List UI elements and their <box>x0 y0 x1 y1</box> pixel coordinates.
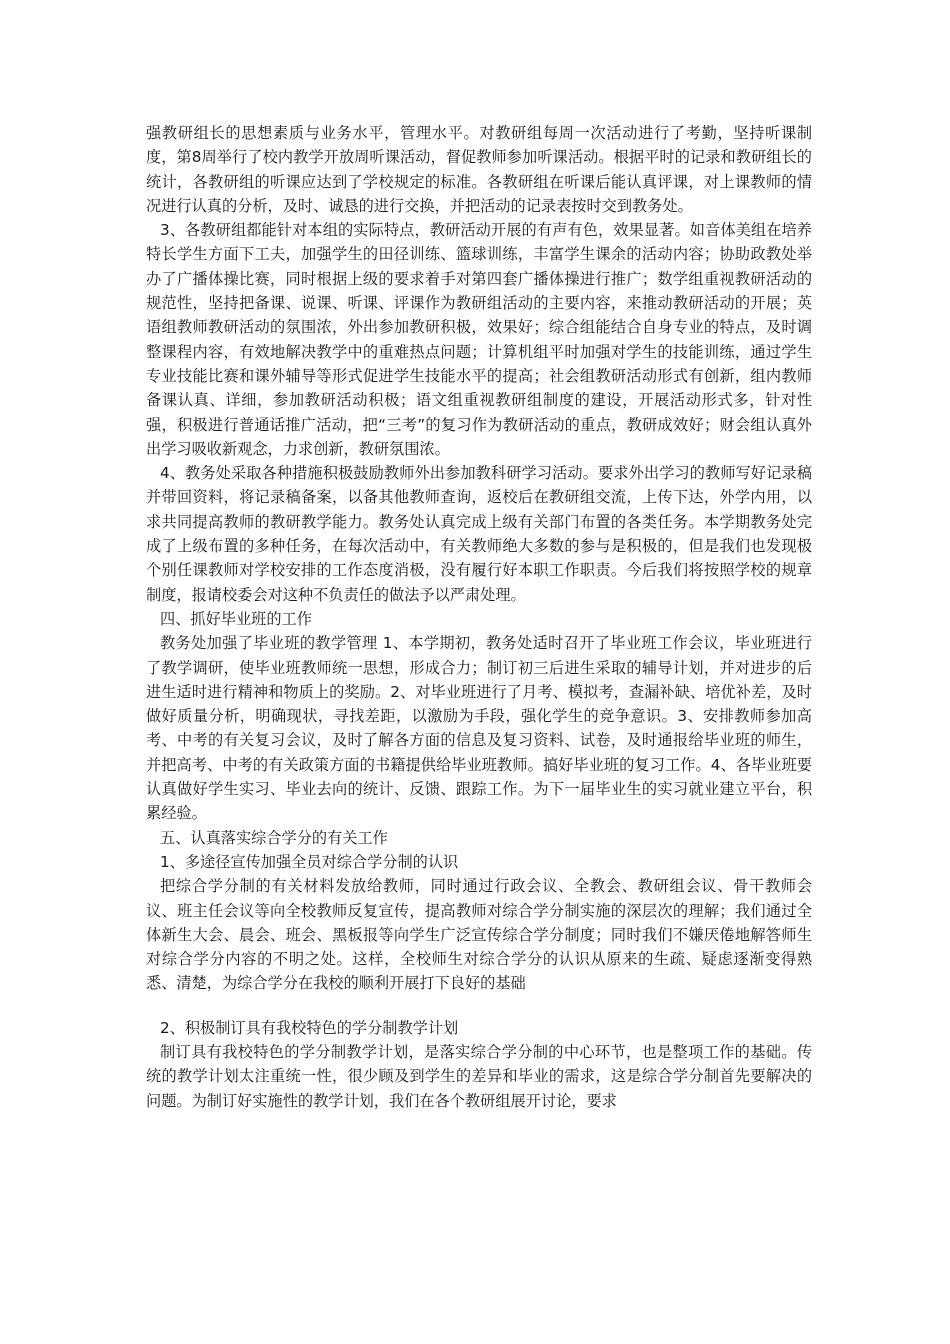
section-heading-comprehensive-credits: 五、认真落实综合学分的有关工作 <box>160 828 388 847</box>
document-body <box>146 121 812 1113</box>
subheading-credit-system-awareness: 1、多途径宣传加强全员对综合学分制的认识 <box>160 852 459 871</box>
subheading-credit-teaching-plan: 2、积极制订具有我校特色的学分制教学计划 <box>160 1018 459 1037</box>
paragraph-credit-system-promotion: 把综合学分制的有关材料发放给教师，同时通过行政会议、全教会、教研组会议、骨干教师会议、班主任会议等向全校教师反复宣传，提高教师对综合学分制实施的深层次的理解；我们通过全体新生大会、晨会、班会、黑板报等向学生广泛宣传综合学分制度；同时我们不嫌厌倦地解答师生对综合学分内容的不明之处。这样，全校师生对综合学分的认识从原来的生疏、疑虑逐渐变得熟悉、清楚，为综合学分在我校的顺利开展打下良好的基础 <box>146 877 812 993</box>
paragraph-research-group-activities: 3、各教研组都能针对本组的实际特点，教研活动开展的有声有色，效果显著。如音体美组在培养特长学生方面下工夫，加强学生的田径训练、篮球训练，丰富学生课余的活动内容；协助政教处举办了广播体操比赛，同时根据上级的要求着手对第四套广播体操进行推广；数学组重视教研活动的规范性，坚持把备课、说课、听课、评课作为教研组活动的主要内容，来推动教研活动的开展；英语组教师教研活动的氛围浓，外出参加教研积极，效果好；综合组能结合自身专业的特点，及时调整课程内容，有效地解决教学中的重难热点问题；计算机组平时加强对学生的技能训练，通过学生专业技能比赛和课外辅导等形式促进学生技能水平的提高；社会组教研活动形式有创新，组内教师备课认真、详细，参加教研活动积极；语文组重视教研组制度的建设，开展活动形式多，针对性强，积极进行普通话推广活动，把“三考”的复习作为教研活动的重点，教研成效好；财会组认真外出学习吸收新观念，力求创新，教研氛围浓。 <box>146 221 812 458</box>
paragraph-credit-teaching-plan: 制订具有我校特色的学分制教学计划，是落实综合学分制的中心环节，也是整项工作的基础。传统的教学计划太注重统一性，很少顾及到学生的差异和毕业的需求，这是综合学分制首先要解决的问题。为制订好实施性的教学计划，我们在各个教研组展开讨论，要求 <box>146 1042 812 1110</box>
paragraph-graduating-class-management: 教务处加强了毕业班的教学管理 1、本学期初，教务处适时召开了毕业班工作会议，毕业班进行了教学调研，使毕业班教师统一思想，形成合力；制订初三后进生采取的辅导计划，并对进步的后进生适时进行精神和物质上的奖励。2、对毕业班进行了月考、模拟考，查漏补缺、培优补差，及时做好质量分析，明确现状，寻找差距，以激励为手段，强化学生的竞争意识。3、安排教师参加高考、中考的有关复习会议，及时了解各方面的信息及复习资料、试卷，及时通报给毕业班的师生，并把高考、中考的有关政策方面的书籍提供给毕业班教师。搞好毕业班的复习工作。4、各毕业班要认真做好学生实习、毕业去向的统计、反馈、跟踪工作。为下一届毕业生的实习就业建立平台，积累经验。 <box>146 634 812 823</box>
paragraph-external-study-encouragement: 4、教务处采取各种措施积极鼓励教师外出参加教科研学习活动。要求外出学习的教师写好记录稿并带回资料，将记录稿备案，以备其他教师查询，返校后在教研组交流，上传下达，外学内用，以求共同提高教师的教研教学能力。教务处认真完成上级有关部门布置的各类任务。本学期教务处完成了上级布置的多种任务，在每次活动中，有关教师绝大多数的参与是积极的，但是我们也发现极个别任课教师对学校安排的工作态度消极，没有履行好本职工作职责。今后我们将按照学校的规章制度，报请校委会对这种不负责任的做法予以严肃处理。 <box>146 464 812 604</box>
section-heading-graduating-classes: 四、抓好毕业班的工作 <box>160 609 312 628</box>
paragraph-teaching-research-supervision: 强教研组长的思想素质与业务水平，管理水平。对教研组每周一次活动进行了考勤，坚持听课制度，第8周举行了校内教学开放周听课活动，督促教师参加听课活动。根据平时的记录和教研组长的统计，各教研组的听课应达到了学校规定的标准。各教研组在听课后能认真评课，对上课教师的情况进行认真的分析，及时、诚恳的进行交换，并把活动的记录表按时交到教务处。 <box>146 124 812 215</box>
